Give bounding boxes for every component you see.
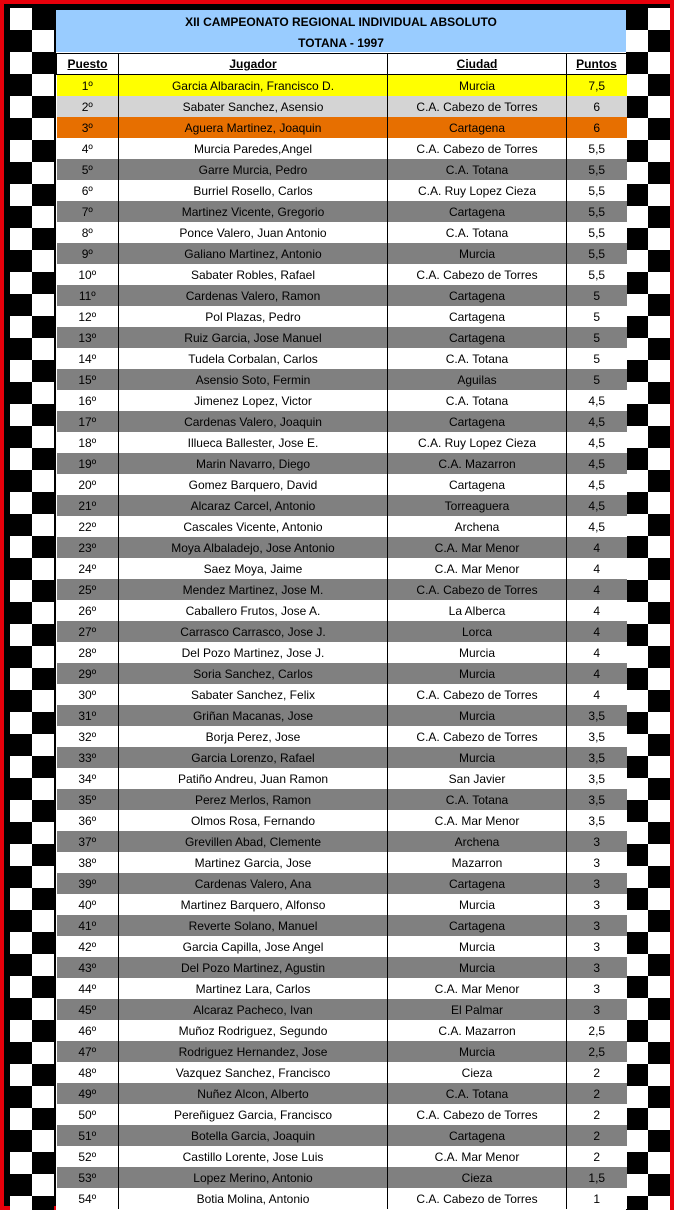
cell-puntos: 4,5	[567, 411, 627, 432]
cell-jugador: Saez Moya, Jaime	[119, 558, 388, 579]
cell-ciudad: C.A. Cabezo de Torres	[388, 1104, 567, 1125]
cell-ciudad: Cieza	[388, 1167, 567, 1188]
cell-jugador: Burriel Rosello, Carlos	[119, 180, 388, 201]
table-row	[57, 663, 627, 684]
table-row	[57, 747, 627, 768]
cell-jugador: Ruiz Garcia, Jose Manuel	[119, 327, 388, 348]
cell-puesto: 33º	[57, 747, 119, 768]
cell-puesto: 7º	[57, 201, 119, 222]
cell-puesto: 53º	[57, 1167, 119, 1188]
table-row	[57, 705, 627, 726]
cell-puesto: 1º	[57, 75, 119, 97]
cell-puntos: 4	[567, 537, 627, 558]
cell-puesto: 21º	[57, 495, 119, 516]
cell-puntos: 3	[567, 936, 627, 957]
cell-puntos: 5	[567, 348, 627, 369]
cell-puntos: 4,5	[567, 516, 627, 537]
table-row	[57, 411, 627, 432]
table-row	[57, 1125, 627, 1146]
cell-puntos: 2	[567, 1062, 627, 1083]
cell-puntos: 5,5	[567, 138, 627, 159]
cell-ciudad: C.A. Cabezo de Torres	[388, 726, 567, 747]
cell-ciudad: C.A. Ruy Lopez Cieza	[388, 180, 567, 201]
cell-puesto: 50º	[57, 1104, 119, 1125]
cell-jugador: Del Pozo Martinez, Agustin	[119, 957, 388, 978]
table-row	[57, 1167, 627, 1188]
cell-puesto: 48º	[57, 1062, 119, 1083]
cell-puntos: 4	[567, 663, 627, 684]
column-header-puesto: Puesto	[57, 54, 119, 75]
cell-puntos: 2	[567, 1083, 627, 1104]
table-row	[57, 537, 627, 558]
cell-puesto: 10º	[57, 264, 119, 285]
cell-puntos: 4	[567, 600, 627, 621]
cell-ciudad: C.A. Cabezo de Torres	[388, 138, 567, 159]
cell-puesto: 17º	[57, 411, 119, 432]
cell-ciudad: C.A. Mar Menor	[388, 1146, 567, 1167]
cell-puntos: 3,5	[567, 810, 627, 831]
cell-ciudad: Archena	[388, 516, 567, 537]
cell-ciudad: C.A. Mar Menor	[388, 810, 567, 831]
cell-ciudad: Cartagena	[388, 327, 567, 348]
cell-ciudad: Cartagena	[388, 474, 567, 495]
cell-jugador: Moya Albaladejo, Jose Antonio	[119, 537, 388, 558]
cell-puntos: 6	[567, 117, 627, 138]
cell-puesto: 19º	[57, 453, 119, 474]
cell-jugador: Perez Merlos, Ramon	[119, 789, 388, 810]
cell-puesto: 43º	[57, 957, 119, 978]
cell-puntos: 5	[567, 369, 627, 390]
cell-puesto: 13º	[57, 327, 119, 348]
cell-puesto: 30º	[57, 684, 119, 705]
cell-puesto: 2º	[57, 96, 119, 117]
cell-ciudad: Torreaguera	[388, 495, 567, 516]
cell-ciudad: C.A. Mazarron	[388, 453, 567, 474]
cell-puesto: 20º	[57, 474, 119, 495]
table-row	[57, 390, 627, 411]
table-row	[57, 474, 627, 495]
cell-jugador: Martinez Lara, Carlos	[119, 978, 388, 999]
cell-puesto: 52º	[57, 1146, 119, 1167]
cell-puesto: 38º	[57, 852, 119, 873]
cell-ciudad: C.A. Totana	[388, 1083, 567, 1104]
cell-ciudad: Cartagena	[388, 117, 567, 138]
cell-ciudad: C.A. Cabezo de Torres	[388, 96, 567, 117]
cell-jugador: Cardenas Valero, Joaquin	[119, 411, 388, 432]
table-row	[57, 96, 627, 117]
table-row	[57, 75, 627, 97]
cell-puesto: 5º	[57, 159, 119, 180]
table-row	[57, 621, 627, 642]
cell-ciudad: Murcia	[388, 705, 567, 726]
cell-puntos: 2	[567, 1146, 627, 1167]
cell-puntos: 4	[567, 558, 627, 579]
cell-jugador: Garcia Albaracin, Francisco D.	[119, 75, 388, 97]
cell-puntos: 5	[567, 306, 627, 327]
cell-puesto: 14º	[57, 348, 119, 369]
table-row	[57, 600, 627, 621]
cell-jugador: Olmos Rosa, Fernando	[119, 810, 388, 831]
cell-puesto: 15º	[57, 369, 119, 390]
cell-jugador: Illueca Ballester, Jose E.	[119, 432, 388, 453]
cell-ciudad: Cieza	[388, 1062, 567, 1083]
cell-ciudad: C.A. Totana	[388, 789, 567, 810]
table-row	[57, 1041, 627, 1062]
cell-puntos: 6	[567, 96, 627, 117]
cell-puntos: 3	[567, 852, 627, 873]
cell-puesto: 29º	[57, 663, 119, 684]
table-row	[57, 369, 627, 390]
cell-ciudad: Murcia	[388, 894, 567, 915]
cell-puesto: 22º	[57, 516, 119, 537]
cell-jugador: Asensio Soto, Fermin	[119, 369, 388, 390]
table-row	[57, 873, 627, 894]
page-subtitle: TOTANA - 1997	[298, 36, 384, 50]
cell-puesto: 18º	[57, 432, 119, 453]
cell-puesto: 16º	[57, 390, 119, 411]
table-row	[57, 453, 627, 474]
cell-puntos: 5,5	[567, 159, 627, 180]
cell-puesto: 37º	[57, 831, 119, 852]
cell-puesto: 49º	[57, 1083, 119, 1104]
cell-ciudad: Murcia	[388, 243, 567, 264]
checkered-border-left	[10, 8, 54, 1210]
cell-puntos: 5,5	[567, 264, 627, 285]
table-row	[57, 1083, 627, 1104]
cell-ciudad: Archena	[388, 831, 567, 852]
cell-ciudad: Cartagena	[388, 411, 567, 432]
table-row	[57, 1104, 627, 1125]
cell-puesto: 4º	[57, 138, 119, 159]
table-row	[57, 1146, 627, 1167]
table-row	[57, 768, 627, 789]
cell-jugador: Sabater Sanchez, Asensio	[119, 96, 388, 117]
cell-ciudad: El Palmar	[388, 999, 567, 1020]
cell-ciudad: Mazarron	[388, 852, 567, 873]
cell-puntos: 5,5	[567, 243, 627, 264]
table-row	[57, 180, 627, 201]
cell-jugador: Cascales Vicente, Antonio	[119, 516, 388, 537]
cell-puesto: 32º	[57, 726, 119, 747]
cell-puesto: 24º	[57, 558, 119, 579]
table-row	[57, 1020, 627, 1041]
cell-puntos: 5,5	[567, 180, 627, 201]
cell-puesto: 51º	[57, 1125, 119, 1146]
column-header-jugador: Jugador	[119, 54, 388, 75]
checkered-border-right	[626, 8, 670, 1210]
cell-puntos: 3	[567, 873, 627, 894]
cell-jugador: Carrasco Carrasco, Jose J.	[119, 621, 388, 642]
cell-ciudad: Murcia	[388, 957, 567, 978]
cell-puesto: 23º	[57, 537, 119, 558]
cell-jugador: Alcaraz Carcel, Antonio	[119, 495, 388, 516]
cell-puesto: 25º	[57, 579, 119, 600]
cell-jugador: Castillo Lorente, Jose Luis	[119, 1146, 388, 1167]
cell-jugador: Vazquez Sanchez, Francisco	[119, 1062, 388, 1083]
table-row	[57, 957, 627, 978]
cell-jugador: Reverte Solano, Manuel	[119, 915, 388, 936]
cell-jugador: Alcaraz Pacheco, Ivan	[119, 999, 388, 1020]
cell-puesto: 28º	[57, 642, 119, 663]
table-row	[57, 642, 627, 663]
table-row	[57, 243, 627, 264]
cell-ciudad: C.A. Mar Menor	[388, 978, 567, 999]
cell-puntos: 4,5	[567, 495, 627, 516]
cell-jugador: Cardenas Valero, Ramon	[119, 285, 388, 306]
cell-jugador: Nuñez Alcon, Alberto	[119, 1083, 388, 1104]
table-row	[57, 264, 627, 285]
column-header-ciudad: Ciudad	[388, 54, 567, 75]
table-row	[57, 978, 627, 999]
cell-puntos: 4	[567, 579, 627, 600]
cell-jugador: Botella Garcia, Joaquin	[119, 1125, 388, 1146]
table-row	[57, 831, 627, 852]
cell-puesto: 41º	[57, 915, 119, 936]
table-row	[57, 495, 627, 516]
cell-jugador: Lopez Merino, Antonio	[119, 1167, 388, 1188]
table-row	[57, 852, 627, 873]
cell-puesto: 27º	[57, 621, 119, 642]
cell-ciudad: C.A. Totana	[388, 159, 567, 180]
cell-ciudad: C.A. Mar Menor	[388, 558, 567, 579]
cell-puntos: 3	[567, 915, 627, 936]
cell-jugador: Martinez Barquero, Alfonso	[119, 894, 388, 915]
table-row	[57, 726, 627, 747]
cell-puesto: 26º	[57, 600, 119, 621]
cell-ciudad: C.A. Totana	[388, 222, 567, 243]
cell-ciudad: Murcia	[388, 936, 567, 957]
cell-puntos: 1	[567, 1188, 627, 1209]
cell-ciudad: Cartagena	[388, 306, 567, 327]
cell-puesto: 12º	[57, 306, 119, 327]
cell-puntos: 3,5	[567, 768, 627, 789]
cell-jugador: Martinez Vicente, Gregorio	[119, 201, 388, 222]
cell-puntos: 5,5	[567, 222, 627, 243]
cell-jugador: Patiño Andreu, Juan Ramon	[119, 768, 388, 789]
cell-ciudad: La Alberca	[388, 600, 567, 621]
cell-puntos: 3	[567, 894, 627, 915]
cell-puesto: 39º	[57, 873, 119, 894]
cell-puesto: 47º	[57, 1041, 119, 1062]
cell-ciudad: Cartagena	[388, 915, 567, 936]
cell-puntos: 3	[567, 978, 627, 999]
cell-puntos: 5,5	[567, 201, 627, 222]
cell-puntos: 5	[567, 285, 627, 306]
cell-jugador: Garcia Lorenzo, Rafael	[119, 747, 388, 768]
table-row	[57, 348, 627, 369]
cell-ciudad: C.A. Mar Menor	[388, 537, 567, 558]
cell-ciudad: C.A. Mazarron	[388, 1020, 567, 1041]
table-row	[57, 1188, 627, 1209]
cell-jugador: Caballero Frutos, Jose A.	[119, 600, 388, 621]
cell-jugador: Mendez Martinez, Jose M.	[119, 579, 388, 600]
cell-puesto: 40º	[57, 894, 119, 915]
table-row	[57, 516, 627, 537]
cell-puntos: 3,5	[567, 705, 627, 726]
cell-puesto: 3º	[57, 117, 119, 138]
table-row	[57, 285, 627, 306]
table-row	[57, 999, 627, 1020]
table-row	[57, 222, 627, 243]
cell-puesto: 11º	[57, 285, 119, 306]
cell-puesto: 42º	[57, 936, 119, 957]
cell-jugador: Rodriguez Hernandez, Jose	[119, 1041, 388, 1062]
table-row	[57, 579, 627, 600]
cell-puntos: 3,5	[567, 726, 627, 747]
cell-puesto: 36º	[57, 810, 119, 831]
cell-jugador: Griñan Macanas, Jose	[119, 705, 388, 726]
table-row	[57, 936, 627, 957]
cell-ciudad: San Javier	[388, 768, 567, 789]
cell-puntos: 3	[567, 957, 627, 978]
cell-ciudad: Murcia	[388, 663, 567, 684]
cell-puntos: 3	[567, 831, 627, 852]
cell-ciudad: C.A. Cabezo de Torres	[388, 684, 567, 705]
cell-puntos: 4,5	[567, 453, 627, 474]
table-header-row	[57, 54, 627, 75]
cell-ciudad: C.A. Cabezo de Torres	[388, 1188, 567, 1209]
cell-puntos: 2,5	[567, 1020, 627, 1041]
table-row	[57, 306, 627, 327]
cell-ciudad: C.A. Cabezo de Torres	[388, 264, 567, 285]
cell-jugador: Martinez Garcia, Jose	[119, 852, 388, 873]
title-box	[56, 10, 626, 52]
cell-puntos: 4,5	[567, 474, 627, 495]
cell-puesto: 44º	[57, 978, 119, 999]
cell-puntos: 4	[567, 621, 627, 642]
table-row	[57, 327, 627, 348]
table-row	[57, 789, 627, 810]
cell-ciudad: Lorca	[388, 621, 567, 642]
cell-puntos: 3,5	[567, 747, 627, 768]
cell-jugador: Borja Perez, Jose	[119, 726, 388, 747]
cell-ciudad: C.A. Totana	[388, 390, 567, 411]
cell-jugador: Garcia Capilla, Jose Angel	[119, 936, 388, 957]
table-row	[57, 432, 627, 453]
cell-puesto: 46º	[57, 1020, 119, 1041]
cell-jugador: Gomez Barquero, David	[119, 474, 388, 495]
cell-jugador: Botia Molina, Antonio	[119, 1188, 388, 1209]
cell-jugador: Pereñiguez Garcia, Francisco	[119, 1104, 388, 1125]
cell-puesto: 31º	[57, 705, 119, 726]
cell-ciudad: Aguilas	[388, 369, 567, 390]
cell-puntos: 3,5	[567, 789, 627, 810]
table-body	[57, 75, 627, 1210]
cell-jugador: Murcia Paredes,Angel	[119, 138, 388, 159]
cell-jugador: Cardenas Valero, Ana	[119, 873, 388, 894]
cell-puntos: 4,5	[567, 432, 627, 453]
cell-jugador: Ponce Valero, Juan Antonio	[119, 222, 388, 243]
cell-puesto: 34º	[57, 768, 119, 789]
cell-jugador: Jimenez Lopez, Victor	[119, 390, 388, 411]
standings-table	[56, 53, 627, 1209]
cell-puesto: 35º	[57, 789, 119, 810]
table-row	[57, 159, 627, 180]
cell-ciudad: C.A. Ruy Lopez Cieza	[388, 432, 567, 453]
cell-jugador: Aguera Martinez, Joaquin	[119, 117, 388, 138]
table-row	[57, 201, 627, 222]
cell-ciudad: Cartagena	[388, 873, 567, 894]
cell-puesto: 54º	[57, 1188, 119, 1209]
cell-jugador: Grevillen Abad, Clemente	[119, 831, 388, 852]
page-title: XII CAMPEONATO REGIONAL INDIVIDUAL ABSOLUTO	[185, 15, 497, 29]
table-row	[57, 117, 627, 138]
cell-puntos: 1,5	[567, 1167, 627, 1188]
cell-puesto: 45º	[57, 999, 119, 1020]
cell-jugador: Marin Navarro, Diego	[119, 453, 388, 474]
table-row	[57, 558, 627, 579]
cell-puesto: 9º	[57, 243, 119, 264]
cell-ciudad: C.A. Cabezo de Torres	[388, 579, 567, 600]
cell-ciudad: Cartagena	[388, 1125, 567, 1146]
standings-sheet	[56, 10, 626, 1210]
table-row	[57, 894, 627, 915]
table-row	[57, 1062, 627, 1083]
cell-ciudad: Cartagena	[388, 201, 567, 222]
cell-puntos: 4	[567, 684, 627, 705]
cell-puntos: 2,5	[567, 1041, 627, 1062]
cell-puesto: 8º	[57, 222, 119, 243]
cell-puntos: 3	[567, 999, 627, 1020]
cell-jugador: Muñoz Rodriguez, Segundo	[119, 1020, 388, 1041]
table-row	[57, 810, 627, 831]
cell-jugador: Sabater Robles, Rafael	[119, 264, 388, 285]
cell-puntos: 2	[567, 1125, 627, 1146]
table-row	[57, 915, 627, 936]
cell-jugador: Tudela Corbalan, Carlos	[119, 348, 388, 369]
cell-ciudad: Murcia	[388, 642, 567, 663]
cell-ciudad: Murcia	[388, 75, 567, 97]
cell-puntos: 2	[567, 1104, 627, 1125]
cell-jugador: Del Pozo Martinez, Jose J.	[119, 642, 388, 663]
cell-jugador: Pol Plazas, Pedro	[119, 306, 388, 327]
cell-ciudad: Murcia	[388, 1041, 567, 1062]
cell-ciudad: Murcia	[388, 747, 567, 768]
cell-jugador: Soria Sanchez, Carlos	[119, 663, 388, 684]
column-header-puntos: Puntos	[567, 54, 627, 75]
cell-ciudad: C.A. Totana	[388, 348, 567, 369]
cell-ciudad: Cartagena	[388, 285, 567, 306]
cell-puesto: 6º	[57, 180, 119, 201]
table-row	[57, 138, 627, 159]
table-row	[57, 684, 627, 705]
cell-jugador: Garre Murcia, Pedro	[119, 159, 388, 180]
cell-jugador: Sabater Sanchez, Felix	[119, 684, 388, 705]
cell-puntos: 4	[567, 642, 627, 663]
cell-puntos: 4,5	[567, 390, 627, 411]
cell-puntos: 5	[567, 327, 627, 348]
cell-puntos: 7,5	[567, 75, 627, 97]
cell-jugador: Galiano Martinez, Antonio	[119, 243, 388, 264]
